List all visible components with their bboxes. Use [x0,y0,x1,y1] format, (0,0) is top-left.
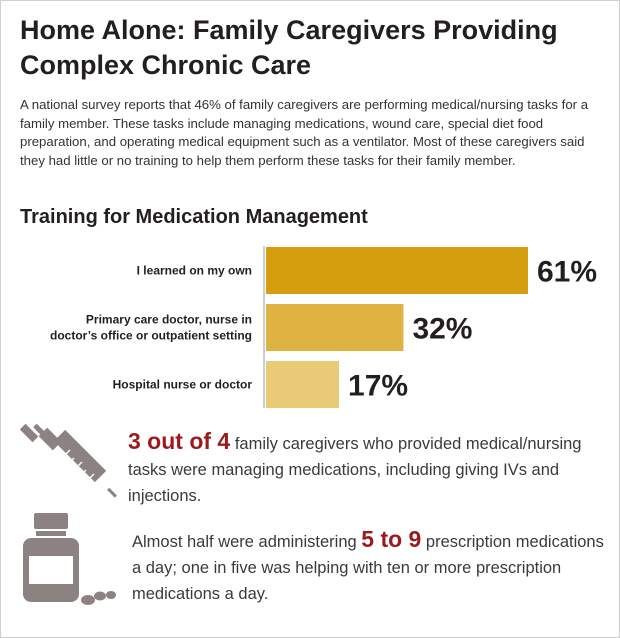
category-label: Primary care doctor, nurse in [85,312,252,327]
stat-highlight: 5 to 9 [361,526,422,552]
bar-1 [266,247,528,294]
bar-value-label: 32% [412,312,473,346]
bar-3 [266,361,339,408]
pill-bottle-icon [17,511,117,611]
bar-chart [1,241,620,413]
bar-value-label: 17% [348,369,409,403]
chart-title: Training for Medication Management [20,206,368,228]
stat-text-after: prescription medications a day; one in five was helping with ten or more prescription medications a day. [132,533,604,603]
intro-paragraph: A national survey reports that 46% of family caregivers are performing medical/nursing tasks for a family member. These tasks include managing medications, wound care, special diet food preparation, and operating medical equipment such as a ventilator. Most of these caregivers said they had little or no training to help them perform these tasks for their family member. [20,97,589,168]
category-label: doctor’s office or outpatient setting [49,328,252,343]
stat-prescriptions [132,526,612,607]
bar-2 [266,304,403,351]
stat-highlight: 3 out of 4 [128,428,231,454]
stat-text: family caregivers who provided medical/nursing tasks were managing medications, including giving IVs and injections. [128,435,582,505]
syringe-icon [19,411,119,507]
stat-text-before: Almost half were administering [132,533,362,551]
stat-medications [128,428,608,509]
bar-value-label: 61% [537,255,598,289]
page-title: Home Alone: Family Caregivers Providing Complex Chronic Care [20,15,558,80]
category-label: I learned on my own [136,263,252,278]
category-label: Hospital nurse or doctor [112,377,252,392]
